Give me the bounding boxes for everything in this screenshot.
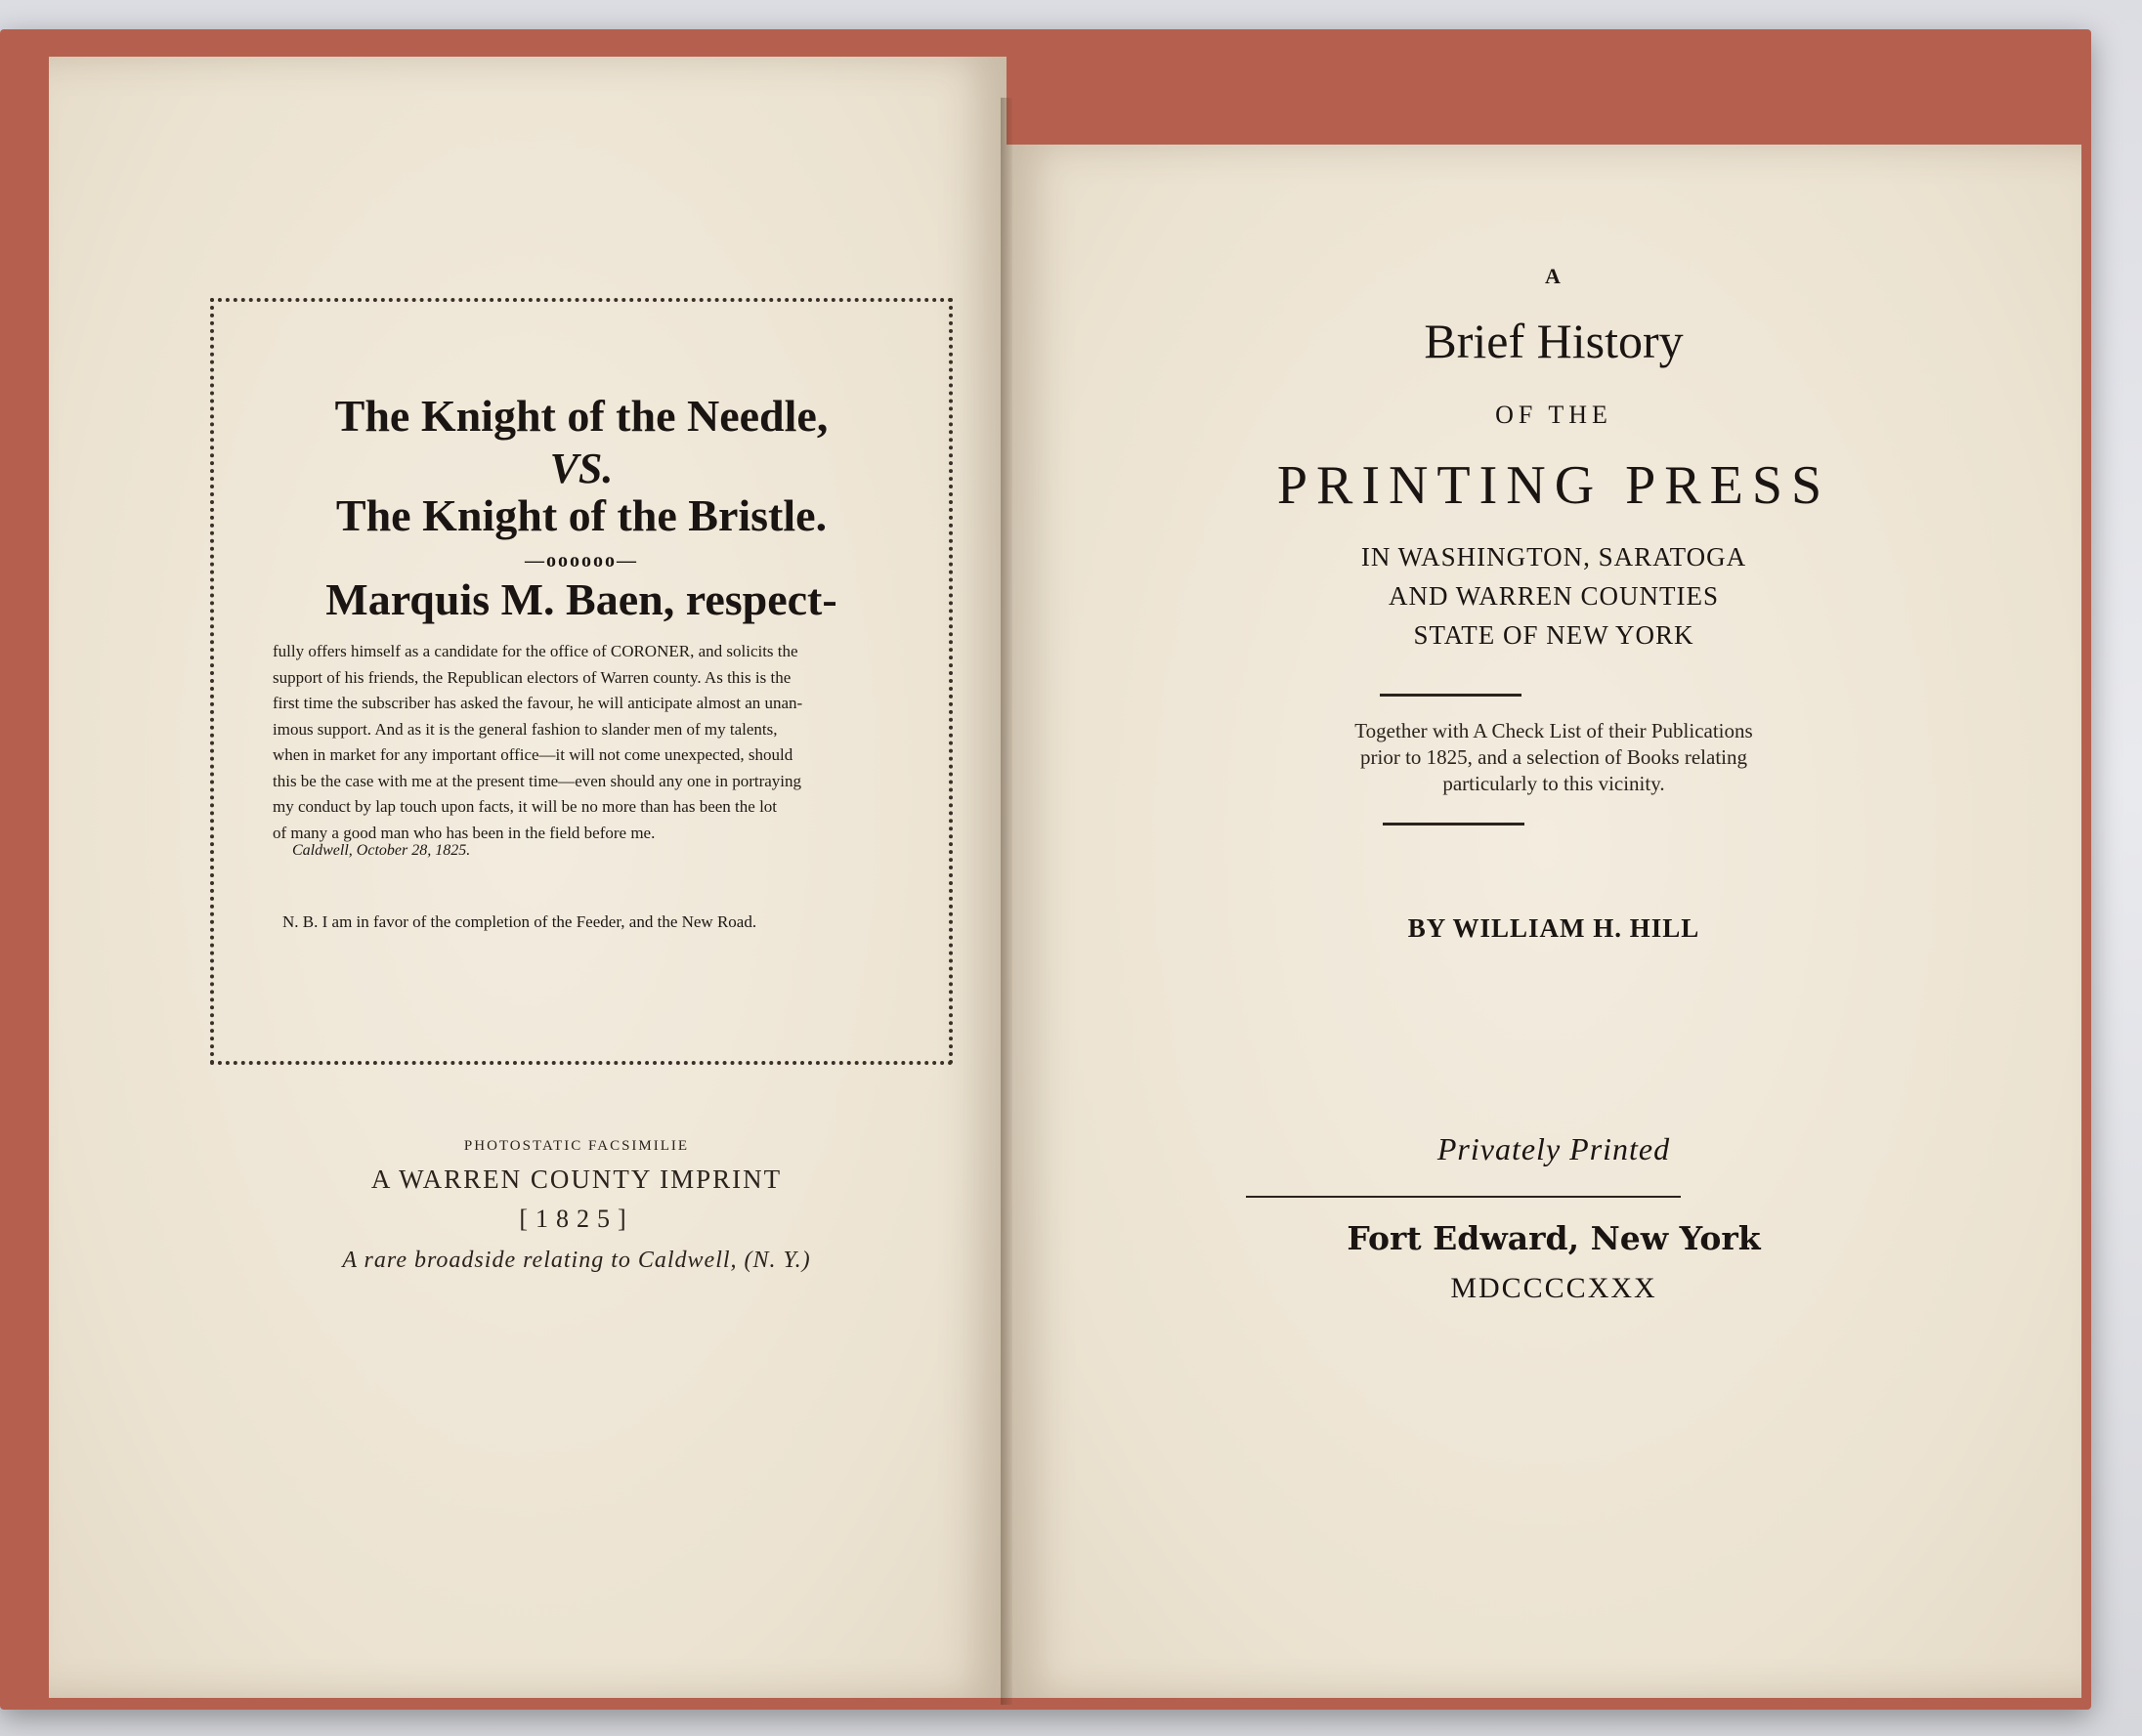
broadside-body-line: first time the subscriber has asked the favour, he will anticipate almost an unan- xyxy=(273,694,803,712)
broadside-title-line2: The Knight of the Bristle. xyxy=(335,490,828,540)
broadside-name-line: Marquis M. Baen, respect- xyxy=(325,574,837,624)
rule-divider xyxy=(1246,1196,1681,1198)
broadside-body-line: of many a good man who has been in the field before me. xyxy=(273,823,656,842)
broadside-body-line: when in market for any important office—it will not come unexpected, should xyxy=(273,745,793,764)
caption-description: A rare broadside relating to Caldwell, (N. Y.) xyxy=(342,1248,811,1273)
broadside-title-line1: The Knight of the Needle, xyxy=(334,391,829,441)
caption-imprint: A WARREN COUNTY IMPRINT xyxy=(370,1164,783,1194)
broadside-body-line: fully offers himself as a candidate for the office of CORONER, and solicits the xyxy=(273,642,798,660)
title-of-the: OF THE xyxy=(1495,401,1612,429)
book-gutter xyxy=(1001,98,1012,1705)
publication-year: MDCCCCXXX xyxy=(1450,1272,1657,1304)
caption-photostatic: PHOTOSTATIC FACSIMILIE xyxy=(463,1138,690,1154)
broadside-ornament: —oooooo— xyxy=(525,550,638,572)
place-of-publication: Fort Edward, New York xyxy=(1347,1219,1761,1257)
broadside-date: Caldwell, October 28, 1825. xyxy=(292,842,471,859)
checklist-line3: particularly to this vicinity. xyxy=(1442,772,1665,795)
subtitle-line2: AND WARREN COUNTIES xyxy=(1388,581,1719,611)
broadside-nb: N. B. I am in favor of the completion of the Feeder, and the New Road. xyxy=(282,912,757,931)
title-brief-history: Brief History xyxy=(1424,314,1684,368)
broadside-body-line: imous support. And as it is the general fashion to slander men of my talents, xyxy=(273,719,778,739)
broadside-body-line: support of his friends, the Republican electors of Warren county. As this is the xyxy=(273,667,792,687)
broadside-body xyxy=(273,639,898,846)
checklist-note xyxy=(1173,718,1935,797)
rule-divider xyxy=(1380,694,1521,697)
rule-divider xyxy=(1383,823,1524,826)
broadside-facsimile xyxy=(210,298,953,1065)
subtitle-line3: STATE OF NEW YORK xyxy=(1413,620,1694,650)
broadside-body-line: this be the case with me at the present time—even should any one in portraying xyxy=(273,771,802,790)
caption-year: [1825] xyxy=(519,1205,634,1233)
author-byline: BY WILLIAM H. HILL xyxy=(1407,913,1700,943)
privately-printed: Privately Printed xyxy=(1436,1131,1671,1166)
checklist-line2: prior to 1825, and a selection of Books relating xyxy=(1360,745,1747,769)
title-printing-press: PRINTING PRESS xyxy=(1276,455,1831,516)
checklist-line1: Together with A Check List of their Publications xyxy=(1354,719,1753,742)
subtitle-line1: IN WASHINGTON, SARATOGA xyxy=(1360,542,1747,572)
broadside-title-vs: VS. xyxy=(549,445,614,492)
broadside-body-line: my conduct by lap touch upon facts, it will be no more than has been the lot xyxy=(273,797,778,816)
title-article: A xyxy=(1545,264,1563,288)
